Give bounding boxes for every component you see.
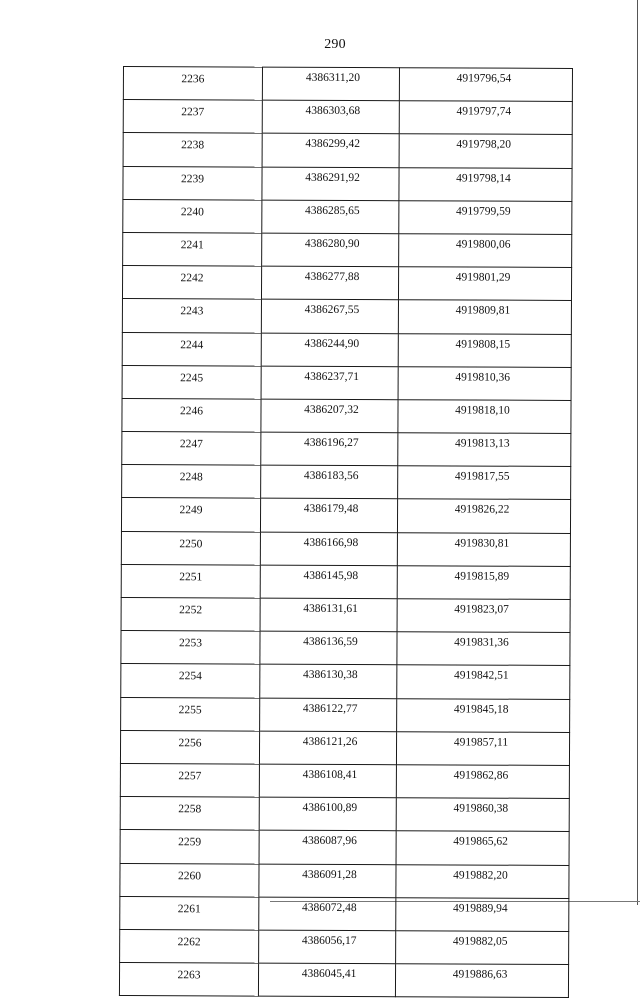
point-number-cell: 2248: [122, 465, 261, 499]
table-row: [123, 199, 572, 234]
point-number-cell: 2241: [123, 232, 262, 266]
point-number-cell: 2245: [122, 365, 261, 399]
point-number-cell: 2236: [123, 67, 262, 101]
point-number-cell: 2258: [120, 797, 259, 831]
coordinates-table: [119, 66, 573, 998]
x-coordinate-cell: 4386166,98: [260, 532, 397, 566]
point-number-cell: 2247: [122, 432, 261, 466]
point-number-cell: 2250: [121, 531, 260, 565]
point-number-cell: 2255: [121, 697, 260, 731]
x-coordinate-cell: 4386303,68: [262, 100, 399, 134]
x-coordinate-cell: 4386299,42: [262, 133, 399, 167]
x-coordinate-cell: 4386130,38: [260, 664, 397, 698]
point-number-cell: 2237: [123, 100, 262, 134]
point-number-cell: 2257: [120, 763, 259, 797]
table-row: [122, 332, 571, 367]
y-coordinate-cell: 4919799,59: [399, 200, 572, 234]
page-number: 290: [324, 37, 346, 52]
point-number-cell: 2239: [123, 166, 262, 200]
point-number-cell: 2240: [123, 199, 262, 233]
x-coordinate-cell: 4386072,48: [259, 897, 396, 931]
table-row: [120, 830, 569, 865]
x-coordinate-cell: 4386183,56: [261, 465, 398, 499]
table-row: [120, 730, 569, 765]
point-number-cell: 2259: [120, 830, 259, 864]
y-coordinate-cell: 4919830,81: [397, 532, 570, 566]
point-number-cell: 2249: [121, 498, 260, 532]
point-number-cell: 2242: [122, 266, 261, 300]
table-row: [122, 365, 571, 400]
point-number-cell: 2244: [122, 332, 261, 366]
table-row: [123, 100, 572, 135]
table-row: [122, 266, 571, 301]
y-coordinate-cell: 4919862,86: [396, 765, 569, 799]
x-coordinate-cell: 4386145,98: [260, 565, 397, 599]
x-coordinate-cell: 4386285,65: [262, 200, 399, 234]
table-row: [121, 697, 570, 732]
table-row: [123, 67, 572, 102]
table-row: [121, 664, 570, 699]
x-coordinate-cell: 4386131,61: [260, 598, 397, 632]
point-number-cell: 2251: [121, 564, 260, 598]
y-coordinate-cell: 4919857,11: [396, 731, 569, 765]
y-coordinate-cell: 4919882,05: [396, 931, 569, 965]
y-coordinate-cell: 4919797,74: [399, 101, 572, 135]
point-number-cell: 2261: [120, 896, 259, 930]
table-row: [120, 797, 569, 832]
point-number-cell: 2238: [123, 133, 262, 167]
table-row: [122, 299, 571, 334]
point-number-cell: 2246: [122, 398, 261, 432]
y-coordinate-cell: 4919801,29: [398, 267, 571, 301]
x-coordinate-cell: 4386122,77: [260, 698, 397, 732]
x-coordinate-cell: 4386244,90: [261, 333, 398, 367]
y-coordinate-cell: 4919808,15: [398, 333, 571, 367]
x-coordinate-cell: 4386196,27: [261, 432, 398, 466]
y-coordinate-cell: 4919865,62: [396, 831, 569, 865]
table-row: [123, 133, 572, 168]
x-coordinate-cell: 4386277,88: [261, 266, 398, 300]
x-coordinate-cell: 4386045,41: [258, 963, 395, 997]
y-coordinate-cell: 4919798,14: [399, 167, 572, 201]
y-coordinate-cell: 4919842,51: [397, 665, 570, 699]
table-row: [121, 597, 570, 632]
table-row: [121, 564, 570, 599]
table-row: [121, 498, 570, 533]
page-edge-right: [637, 0, 638, 905]
table-row: [120, 929, 569, 964]
y-coordinate-cell: 4919815,89: [397, 566, 570, 600]
table-row: [122, 398, 571, 433]
x-coordinate-cell: 4386311,20: [262, 67, 399, 101]
y-coordinate-cell: 4919800,06: [399, 234, 572, 268]
table-row: [120, 763, 569, 798]
x-coordinate-cell: 4386136,59: [260, 631, 397, 665]
point-number-cell: 2253: [121, 631, 260, 665]
table-row: [119, 963, 568, 998]
y-coordinate-cell: 4919845,18: [397, 698, 570, 732]
point-number-cell: 2262: [120, 929, 259, 963]
y-coordinate-cell: 4919809,81: [398, 300, 571, 334]
x-coordinate-cell: 4386108,41: [259, 764, 396, 798]
y-coordinate-cell: 4919817,55: [398, 466, 571, 500]
table-row: [121, 631, 570, 666]
x-coordinate-cell: 4386091,28: [259, 864, 396, 898]
table-row: [123, 166, 572, 201]
table-row: [120, 863, 569, 898]
point-number-cell: 2260: [120, 863, 259, 897]
y-coordinate-cell: 4919831,36: [397, 632, 570, 666]
y-coordinate-cell: 4919886,63: [395, 964, 568, 998]
x-coordinate-cell: 4386280,90: [262, 233, 399, 267]
point-number-cell: 2256: [120, 730, 259, 764]
x-coordinate-cell: 4386100,89: [259, 797, 396, 831]
x-coordinate-cell: 4386087,96: [259, 830, 396, 864]
point-number-cell: 2243: [122, 299, 261, 333]
y-coordinate-cell: 4919860,38: [396, 798, 569, 832]
y-coordinate-cell: 4919813,13: [398, 433, 571, 467]
y-coordinate-cell: 4919882,20: [396, 864, 569, 898]
y-coordinate-cell: 4919810,36: [398, 366, 571, 400]
coordinates-table-body: [119, 67, 572, 998]
x-coordinate-cell: 4386179,48: [260, 499, 397, 533]
x-coordinate-cell: 4386237,71: [261, 366, 398, 400]
y-coordinate-cell: 4919796,54: [399, 68, 572, 102]
point-number-cell: 2252: [121, 597, 260, 631]
x-coordinate-cell: 4386207,32: [261, 399, 398, 433]
table-row: [123, 232, 572, 267]
x-coordinate-cell: 4386291,92: [262, 167, 399, 201]
point-number-cell: 2254: [121, 664, 260, 698]
x-coordinate-cell: 4386121,26: [259, 731, 396, 765]
table-row: [122, 432, 571, 467]
y-coordinate-cell: 4919798,20: [399, 134, 572, 168]
table-row: [120, 896, 569, 931]
y-coordinate-cell: 4919889,94: [396, 897, 569, 931]
table-row: [121, 531, 570, 566]
x-coordinate-cell: 4386267,55: [261, 299, 398, 333]
y-coordinate-cell: 4919823,07: [397, 599, 570, 633]
table-row: [122, 465, 571, 500]
y-coordinate-cell: 4919826,22: [397, 499, 570, 533]
point-number-cell: 2263: [119, 963, 258, 997]
y-coordinate-cell: 4919818,10: [398, 400, 571, 434]
x-coordinate-cell: 4386056,17: [259, 930, 396, 964]
